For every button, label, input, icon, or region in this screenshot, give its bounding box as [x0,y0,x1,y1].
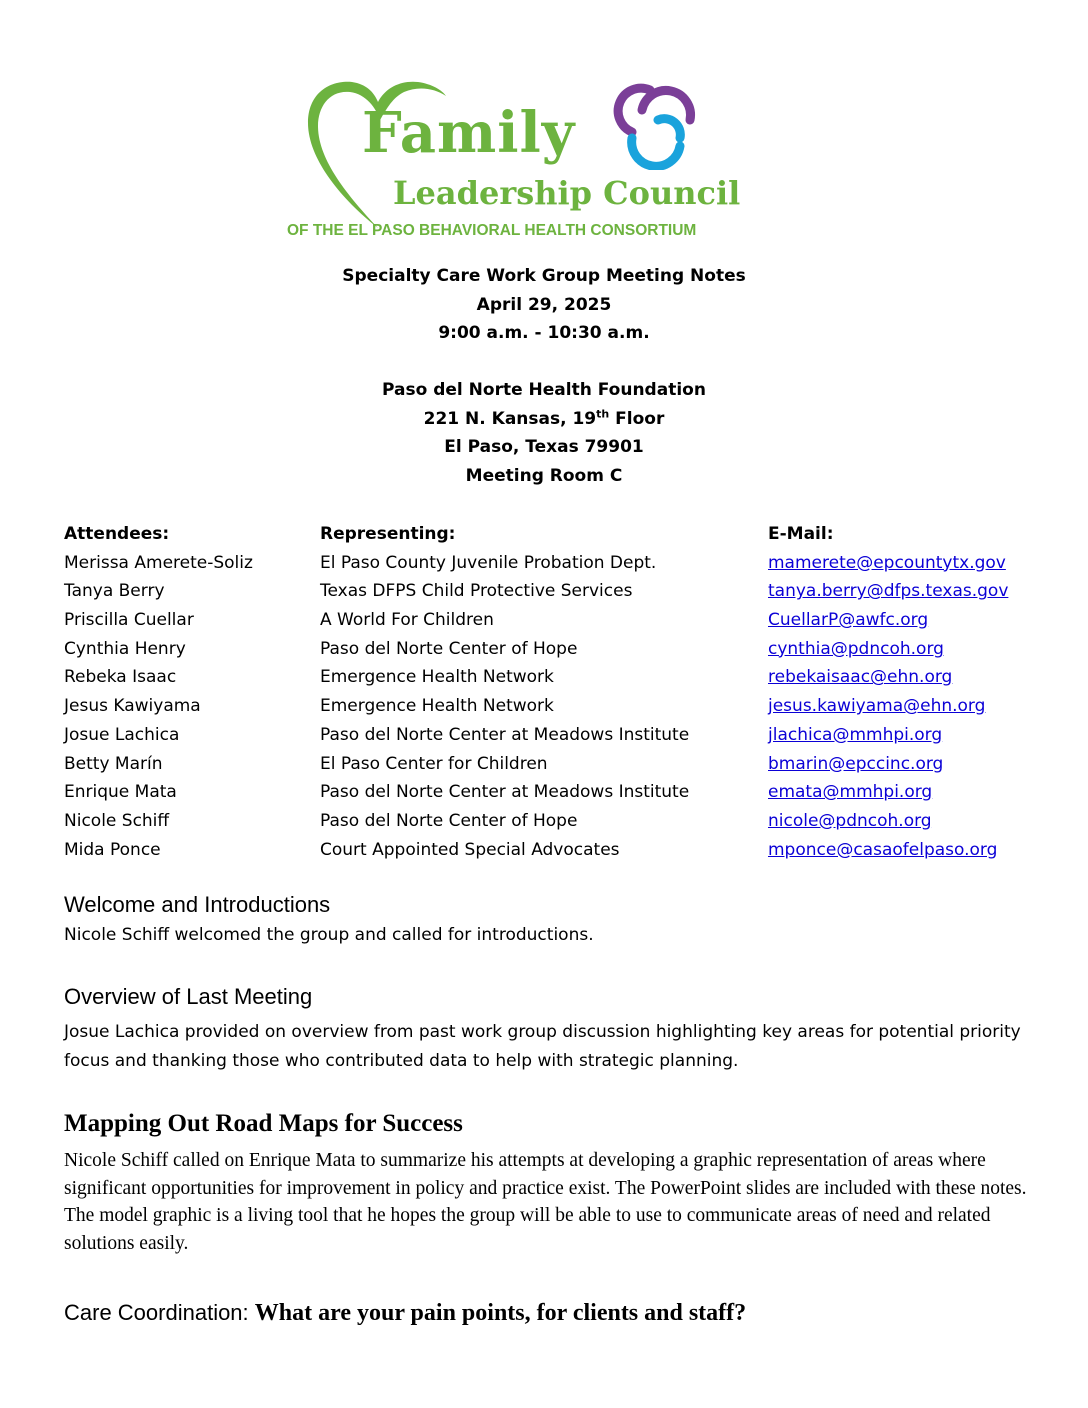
attendee-email-link[interactable]: cynthia@pdncoh.org [768,638,944,659]
attendee-row [64,663,1044,692]
email-header: E-Mail: [768,524,834,544]
logo-family-text: Family [362,100,576,166]
welcome-body: Nicole Schiff welcomed the group and called for introductions. [64,925,594,945]
attendees-header: Attendees: [64,524,170,544]
attendee-email-link[interactable]: nicole@pdncoh.org [768,810,932,831]
attendees-header-row [64,520,1044,549]
mapping-heading: Mapping Out Road Maps for Success [64,1110,463,1137]
attendee-email-link[interactable]: tanya.berry@dfps.texas.gov [768,581,1009,602]
attendee-row [64,807,1044,836]
attendee-email-link[interactable]: rebekaisaac@ehn.org [768,667,953,688]
attendees-table [64,520,1044,864]
attendee-row [64,549,1044,578]
care-coordination-heading: Care Coordination: What are your pain points, for clients and staff? [64,1300,747,1326]
venue-name: Paso del Norte Health Foundation [382,380,706,400]
attendee-name: Josue Lachica [64,724,180,745]
attendee-organization: Paso del Norte Center of Hope [320,638,578,659]
attendee-row [64,606,1044,635]
attendee-name: Tanya Berry [64,581,165,602]
attendee-name: Jesus Kawiyama [64,696,201,717]
attendee-organization: El Paso Center for Children [320,753,548,774]
meeting-date: April 29, 2025 [476,294,612,315]
meeting-title: Specialty Care Work Group Meeting Notes [342,266,746,286]
venue-address: 221 N. Kansas, 19th Floor [423,407,665,429]
welcome-heading: Welcome and Introductions [64,892,331,917]
attendee-row [64,692,1044,721]
attendee-organization: Emergence Health Network [320,696,554,717]
attendee-organization: Paso del Norte Center at Meadows Institute [320,782,690,803]
attendee-name: Rebeka Isaac [64,667,177,688]
attendee-row [64,836,1044,865]
swirl-logo-icon [602,80,702,170]
meeting-time: 9:00 a.m. - 10:30 a.m. [438,323,650,344]
venue-city: El Paso, Texas 79901 [444,437,644,458]
attendee-row [64,750,1044,779]
attendee-email-link[interactable]: mponce@casaofelpaso.org [768,839,998,860]
overview-body: Josue Lachica provided on overview from past work group discussion highlighting key areas for potential priority focus and thanking those who contributed data to help with strategic planning. [64,1022,1021,1071]
attendee-row [64,721,1044,750]
representing-header: Representing: [320,524,456,544]
attendee-row [64,577,1044,606]
attendee-email-link[interactable]: jesus.kawiyama@ehn.org [768,696,986,717]
meeting-header [0,262,1088,348]
attendee-row [64,635,1044,664]
attendee-organization: Court Appointed Special Advocates [320,839,620,860]
attendee-name: Betty Marín [64,753,163,774]
attendee-email-link[interactable]: bmarin@epccinc.org [768,753,944,774]
attendee-email-link[interactable]: mamerete@epcountytx.gov [768,552,1006,573]
attendee-name: Mida Ponce [64,839,161,860]
attendee-name: Priscilla Cuellar [64,610,194,631]
attendee-organization: A World For Children [320,610,494,631]
venue-room: Meeting Room C [465,466,623,487]
attendee-name: Enrique Mata [64,782,177,803]
overview-heading: Overview of Last Meeting [64,984,313,1009]
attendee-email-link[interactable]: jlachica@mmhpi.org [768,724,943,745]
attendee-organization: Texas DFPS Child Protective Services [320,581,633,602]
logo-leadership-text: Leadership Council [393,174,741,212]
attendee-email-link[interactable]: emata@mmhpi.org [768,782,933,803]
attendee-row [64,778,1044,807]
attendee-organization: Paso del Norte Center of Hope [320,810,578,831]
attendee-name: Merissa Amerete-Soliz [64,552,253,573]
meeting-location [0,376,1088,491]
mapping-body: Nicole Schiff called on Enrique Mata to summarize his attempts at developing a graphic representation of areas where significant opportunities for improvement in policy and practice exist. The PowerPoint slides are included with these notes. The model graphic is a living tool that he hopes the group will be able to use to communicate areas of need and related solutions easily. [64,1150,1027,1254]
attendee-organization: Emergence Health Network [320,667,554,688]
attendee-email-link[interactable]: CuellarP@awfc.org [768,610,929,631]
attendee-organization: El Paso County Juvenile Probation Dept. [320,552,657,573]
family-leadership-council-logo [280,78,760,248]
logo-subtitle: OF THE EL PASO BEHAVIORAL HEALTH CONSORTIUM [287,222,697,239]
attendee-organization: Paso del Norte Center at Meadows Institute [320,724,690,745]
attendee-name: Nicole Schiff [64,810,170,831]
attendee-name: Cynthia Henry [64,638,186,659]
